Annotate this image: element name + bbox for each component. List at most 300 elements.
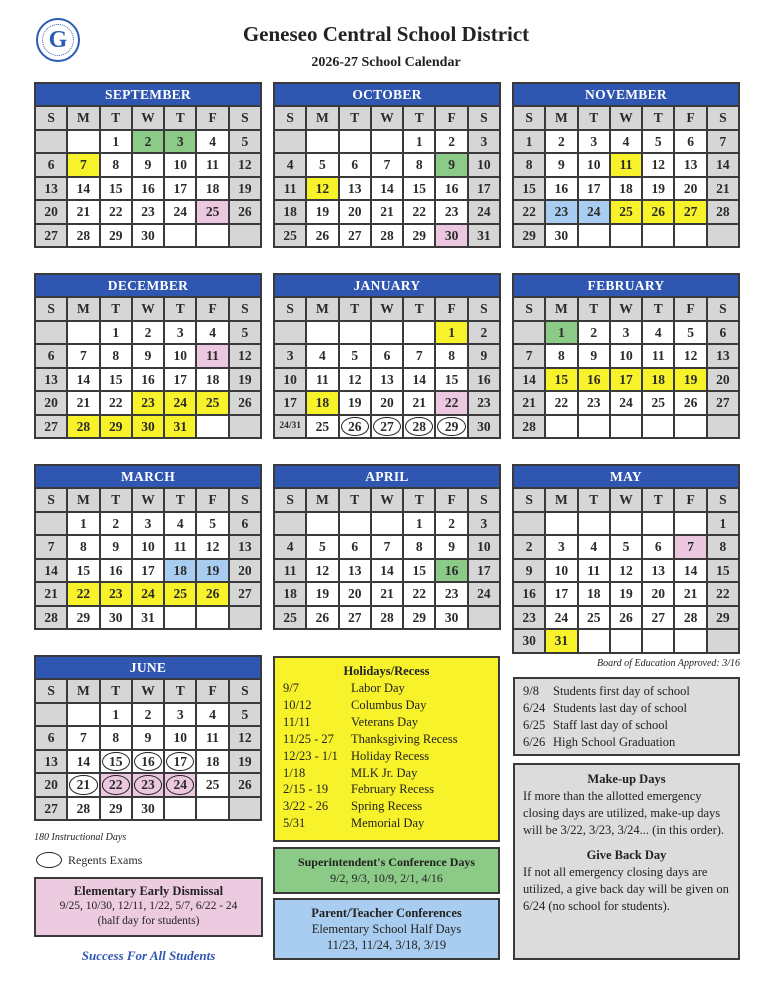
day-cell: 25 [197, 392, 227, 414]
day-cell: 13 [675, 154, 705, 176]
day-cell: 20 [340, 583, 370, 605]
day-cell: 21 [68, 774, 98, 796]
day-cell: 14 [68, 751, 98, 773]
day-cell: 7 [68, 154, 98, 176]
early-dismissal-box [34, 877, 263, 937]
day-cell: 9 [514, 560, 544, 582]
day-cell: 3 [133, 513, 163, 535]
weekday-header: T [643, 489, 673, 511]
weekday-header: T [165, 680, 195, 702]
superintendent-title: Superintendent's Conference Days [297, 855, 476, 869]
day-cell: 21 [372, 583, 402, 605]
day-cell: 26 [675, 392, 705, 414]
day-cell: 3 [275, 345, 305, 367]
day-cell: 11 [275, 560, 305, 582]
holiday-name: Columbus Day [351, 697, 427, 712]
weekday-header: F [675, 298, 705, 320]
key-date-label: Staff last day of school [553, 718, 669, 732]
day-cell: 13 [643, 560, 673, 582]
key-dates-list [523, 683, 730, 751]
day-cell: 3 [165, 131, 195, 153]
holiday-name: MLK Jr. Day [351, 765, 418, 780]
day-cell: 17 [165, 751, 195, 773]
day-cell: 31 [133, 607, 163, 629]
empty-cell [230, 225, 260, 247]
month-days-grid [36, 298, 260, 437]
holiday-date: 2/15 - 19 [283, 782, 329, 797]
day-cell: 12 [307, 178, 337, 200]
empty-cell [197, 416, 227, 438]
day-cell: 11 [579, 560, 609, 582]
weekday-header: T [404, 298, 434, 320]
day-cell: 2 [436, 131, 466, 153]
weekday-header: S [275, 489, 305, 511]
holiday-date: 1/18 [283, 765, 306, 780]
day-cell: 17 [469, 178, 499, 200]
day-cell: 19 [611, 583, 641, 605]
day-cell: 4 [579, 536, 609, 558]
holiday-row [283, 731, 490, 748]
month-header: FEBRUARY [514, 275, 738, 296]
holiday-row [283, 798, 490, 815]
weekday-header: T [643, 107, 673, 129]
holiday-row [283, 765, 490, 782]
day-cell: 16 [514, 583, 544, 605]
day-cell: 10 [165, 154, 195, 176]
month-days-grid [36, 489, 260, 628]
weekday-header: S [230, 298, 260, 320]
empty-cell [275, 131, 305, 153]
holiday-date: 10/12 [283, 697, 312, 712]
day-cell: 5 [307, 154, 337, 176]
day-cell: 20 [675, 178, 705, 200]
day-cell: 28 [68, 225, 98, 247]
day-cell: 9 [133, 727, 163, 749]
day-cell: 19 [230, 369, 260, 391]
day-cell: 18 [275, 201, 305, 223]
day-cell: 21 [404, 392, 434, 414]
day-cell: 15 [68, 560, 98, 582]
day-cell: 15 [101, 178, 131, 200]
day-cell: 10 [275, 369, 305, 391]
weekday-header: T [579, 107, 609, 129]
day-cell: 6 [340, 154, 370, 176]
empty-cell [307, 131, 337, 153]
month-days-grid [275, 298, 499, 437]
day-cell: 18 [197, 751, 227, 773]
empty-cell [708, 630, 738, 652]
holiday-date: 5/31 [283, 816, 306, 831]
day-cell: 8 [101, 345, 131, 367]
weekday-header: W [611, 489, 641, 511]
day-cell: 16 [469, 369, 499, 391]
empty-cell [340, 513, 370, 535]
day-cell: 1 [101, 131, 131, 153]
day-cell: 12 [340, 369, 370, 391]
month-days-grid [275, 107, 499, 246]
empty-cell [197, 798, 227, 820]
day-cell: 26 [307, 607, 337, 629]
day-cell: 7 [68, 345, 98, 367]
weekday-header: S [36, 680, 66, 702]
day-cell: 10 [546, 560, 576, 582]
day-cell: 25 [611, 201, 641, 223]
day-cell: 2 [579, 322, 609, 344]
month-header: JANUARY [275, 275, 499, 296]
day-cell: 5 [230, 322, 260, 344]
day-cell: 7 [372, 154, 402, 176]
day-cell: 11 [307, 369, 337, 391]
empty-cell [68, 322, 98, 344]
month-days-grid [36, 107, 260, 246]
day-cell: 7 [36, 536, 66, 558]
empty-cell [546, 513, 576, 535]
day-cell: 13 [36, 178, 66, 200]
day-cell: 3 [469, 513, 499, 535]
day-cell: 13 [230, 536, 260, 558]
month-february [512, 273, 740, 439]
holiday-name: Veterans Day [351, 714, 418, 729]
day-cell: 14 [404, 369, 434, 391]
day-cell: 28 [36, 607, 66, 629]
superintendent-dates: 9/2, 9/3, 10/9, 2/1, 4/16 [330, 871, 443, 885]
day-cell: 15 [514, 178, 544, 200]
empty-cell [675, 225, 705, 247]
day-cell: 14 [708, 154, 738, 176]
day-cell: 10 [469, 536, 499, 558]
month-january [273, 273, 501, 439]
day-cell: 25 [579, 607, 609, 629]
day-cell: 2 [101, 513, 131, 535]
day-cell: 27 [36, 798, 66, 820]
holiday-date: 11/25 - 27 [283, 731, 334, 746]
day-cell: 30 [436, 607, 466, 629]
weekday-header: S [469, 489, 499, 511]
day-cell: 17 [611, 369, 641, 391]
day-cell: 22 [514, 201, 544, 223]
day-cell: 2 [133, 131, 163, 153]
empty-cell [469, 607, 499, 629]
day-cell: 20 [340, 201, 370, 223]
day-cell: 3 [546, 536, 576, 558]
empty-cell [275, 322, 305, 344]
day-cell: 3 [469, 131, 499, 153]
day-cell: 16 [546, 178, 576, 200]
day-cell: 25 [643, 392, 673, 414]
weekday-header: S [708, 489, 738, 511]
weekday-header: F [675, 107, 705, 129]
day-cell: 28 [675, 607, 705, 629]
empty-cell [579, 513, 609, 535]
day-cell: 17 [133, 560, 163, 582]
day-cell: 27 [230, 583, 260, 605]
empty-cell [643, 630, 673, 652]
empty-cell [340, 131, 370, 153]
weekday-header: M [307, 298, 337, 320]
day-cell: 3 [165, 322, 195, 344]
day-cell: 11 [275, 178, 305, 200]
day-cell: 31 [165, 416, 195, 438]
day-cell: 14 [514, 369, 544, 391]
month-march [34, 464, 262, 630]
day-cell: 15 [708, 560, 738, 582]
slogan: Success For All Students [81, 948, 216, 963]
holiday-name: February Recess [351, 782, 434, 797]
holiday-row [283, 697, 490, 714]
day-cell: 18 [307, 392, 337, 414]
weekday-header: S [514, 489, 544, 511]
day-cell: 20 [708, 369, 738, 391]
day-cell: 8 [404, 536, 434, 558]
day-cell: 28 [514, 416, 544, 438]
month-may [512, 464, 740, 654]
day-cell: 21 [514, 392, 544, 414]
key-date-label: High School Graduation [553, 735, 676, 749]
day-cell: 12 [307, 560, 337, 582]
empty-cell [404, 322, 434, 344]
day-cell: 5 [230, 131, 260, 153]
day-cell: 16 [133, 369, 163, 391]
day-cell: 22 [436, 392, 466, 414]
empty-cell [68, 131, 98, 153]
month-april [273, 464, 501, 630]
day-cell: 8 [546, 345, 576, 367]
day-cell: 2 [469, 322, 499, 344]
day-cell: 15 [436, 369, 466, 391]
day-cell: 28 [68, 798, 98, 820]
holidays-title: Holidays/Recess [343, 664, 430, 678]
day-cell: 8 [404, 154, 434, 176]
day-cell: 29 [68, 607, 98, 629]
day-cell: 22 [101, 201, 131, 223]
day-cell: 19 [197, 560, 227, 582]
empty-cell [372, 322, 402, 344]
day-cell: 10 [165, 345, 195, 367]
day-cell: 18 [165, 560, 195, 582]
day-cell: 13 [708, 345, 738, 367]
day-cell: 8 [436, 345, 466, 367]
day-cell: 16 [436, 560, 466, 582]
weekday-header: W [133, 107, 163, 129]
empty-cell [372, 131, 402, 153]
weekday-header: S [469, 298, 499, 320]
day-cell: 30 [546, 225, 576, 247]
empty-cell [611, 416, 641, 438]
day-cell: 3 [165, 704, 195, 726]
day-cell: 8 [514, 154, 544, 176]
weekday-header: S [230, 489, 260, 511]
empty-cell [230, 416, 260, 438]
day-cell: 25 [307, 416, 337, 438]
day-cell: 28 [404, 416, 434, 438]
empty-cell [230, 607, 260, 629]
weekday-header: T [101, 298, 131, 320]
weekday-header: W [611, 107, 641, 129]
day-cell: 10 [165, 727, 195, 749]
key-date: 6/25 [523, 718, 546, 732]
day-cell: 24 [546, 607, 576, 629]
day-cell: 14 [68, 369, 98, 391]
weekday-header: F [436, 298, 466, 320]
holiday-date: 12/23 - 1/1 [283, 748, 338, 763]
month-header: JUNE [36, 657, 260, 678]
holiday-name: Spring Recess [351, 799, 423, 814]
day-cell: 26 [643, 201, 673, 223]
day-cell: 29 [101, 416, 131, 438]
holiday-row [283, 781, 490, 798]
day-cell: 25 [197, 774, 227, 796]
day-cell: 28 [372, 225, 402, 247]
day-cell: 26 [230, 774, 260, 796]
empty-cell [579, 416, 609, 438]
day-cell: 19 [675, 369, 705, 391]
month-header: NOVEMBER [514, 84, 738, 105]
makeup-text: If more than the allotted emergency closing days are utilized, make-up days will be 3/22, 3/23, 3/24... (in this order). [523, 789, 725, 837]
day-cell: 2 [133, 322, 163, 344]
weekday-header: S [469, 107, 499, 129]
day-cell: 1 [404, 513, 434, 535]
day-cell: 9 [133, 154, 163, 176]
month-september [34, 82, 262, 248]
day-cell: 22 [404, 201, 434, 223]
day-cell: 1 [514, 131, 544, 153]
day-cell: 26 [611, 607, 641, 629]
weekday-header: W [372, 107, 402, 129]
weekday-header: S [275, 107, 305, 129]
parent-teacher-box [273, 898, 500, 960]
weekday-header: W [372, 489, 402, 511]
day-cell: 6 [36, 154, 66, 176]
day-cell: 23 [546, 201, 576, 223]
day-cell: 11 [197, 345, 227, 367]
day-cell: 8 [708, 536, 738, 558]
day-cell: 11 [197, 727, 227, 749]
day-cell: 15 [101, 369, 131, 391]
holiday-date: 9/7 [283, 681, 299, 695]
day-cell: 12 [675, 345, 705, 367]
day-cell: 24 [165, 392, 195, 414]
day-cell: 8 [101, 727, 131, 749]
day-cell: 27 [708, 392, 738, 414]
day-cell: 18 [643, 369, 673, 391]
day-cell: 23 [436, 583, 466, 605]
holiday-date: 3/22 - 26 [283, 799, 329, 814]
board-approved-note: Board of Education Approved: 3/16 [597, 658, 740, 669]
day-cell: 7 [68, 727, 98, 749]
day-cell: 5 [643, 131, 673, 153]
day-cell: 1 [546, 322, 576, 344]
day-cell: 17 [165, 369, 195, 391]
empty-cell [675, 416, 705, 438]
instructional-days-note: 180 Instructional Days [34, 832, 127, 843]
day-cell: 27 [340, 607, 370, 629]
holiday-name: Labor Day [351, 681, 405, 695]
day-cell: 8 [101, 154, 131, 176]
weekday-header: M [68, 107, 98, 129]
superintendent-box [273, 847, 500, 894]
early-dismissal-title: Elementary Early Dismissal [73, 884, 224, 898]
day-cell: 26 [340, 416, 370, 438]
weekday-header: F [197, 298, 227, 320]
empty-cell [165, 225, 195, 247]
day-cell: 9 [436, 536, 466, 558]
day-cell: 24 [469, 201, 499, 223]
day-cell: 29 [404, 225, 434, 247]
holiday-name: Memorial Day [351, 816, 425, 831]
key-date: 6/24 [523, 701, 546, 715]
day-cell: 1 [101, 322, 131, 344]
day-cell: 23 [579, 392, 609, 414]
day-cell: 28 [708, 201, 738, 223]
day-cell: 27 [675, 201, 705, 223]
month-november [512, 82, 740, 248]
weekday-header: T [165, 489, 195, 511]
holiday-row [283, 714, 490, 731]
day-cell: 6 [230, 513, 260, 535]
day-cell: 30 [133, 798, 163, 820]
day-cell: 11 [611, 154, 641, 176]
weekday-header: S [514, 107, 544, 129]
day-cell: 24 [133, 583, 163, 605]
empty-cell [307, 322, 337, 344]
key-date-row [523, 683, 730, 700]
day-cell: 13 [372, 369, 402, 391]
day-cell: 5 [230, 704, 260, 726]
empty-cell [708, 416, 738, 438]
day-cell: 17 [579, 178, 609, 200]
day-cell: 29 [101, 225, 131, 247]
day-cell: 6 [372, 345, 402, 367]
day-cell: 8 [68, 536, 98, 558]
day-cell: 19 [307, 583, 337, 605]
day-cell: 5 [197, 513, 227, 535]
holiday-name: Holiday Recess [351, 748, 430, 763]
empty-cell [579, 630, 609, 652]
day-cell: 9 [436, 154, 466, 176]
weekday-header: W [611, 298, 641, 320]
weekday-header: T [340, 107, 370, 129]
empty-cell [514, 513, 544, 535]
empty-cell [643, 416, 673, 438]
month-days-grid [514, 489, 738, 652]
empty-cell [340, 322, 370, 344]
day-cell: 12 [197, 536, 227, 558]
day-cell: 22 [101, 392, 131, 414]
day-cell: 27 [372, 416, 402, 438]
weekday-header: T [165, 107, 195, 129]
day-cell: 24 [469, 583, 499, 605]
empty-cell [643, 513, 673, 535]
key-date-row [523, 700, 730, 717]
day-cell: 26 [197, 583, 227, 605]
day-cell: 4 [165, 513, 195, 535]
month-header: MAY [514, 466, 738, 487]
month-header: OCTOBER [275, 84, 499, 105]
day-cell: 23 [133, 774, 163, 796]
day-cell: 28 [372, 607, 402, 629]
day-cell: 27 [340, 225, 370, 247]
empty-cell [514, 322, 544, 344]
empty-cell [275, 513, 305, 535]
empty-cell [68, 704, 98, 726]
empty-cell [230, 798, 260, 820]
early-dismissal-note: (half day for students) [97, 915, 200, 927]
weekday-header: M [68, 298, 98, 320]
day-cell: 10 [469, 154, 499, 176]
day-cell: 29 [436, 416, 466, 438]
day-cell: 6 [643, 536, 673, 558]
weekday-header: W [133, 680, 163, 702]
